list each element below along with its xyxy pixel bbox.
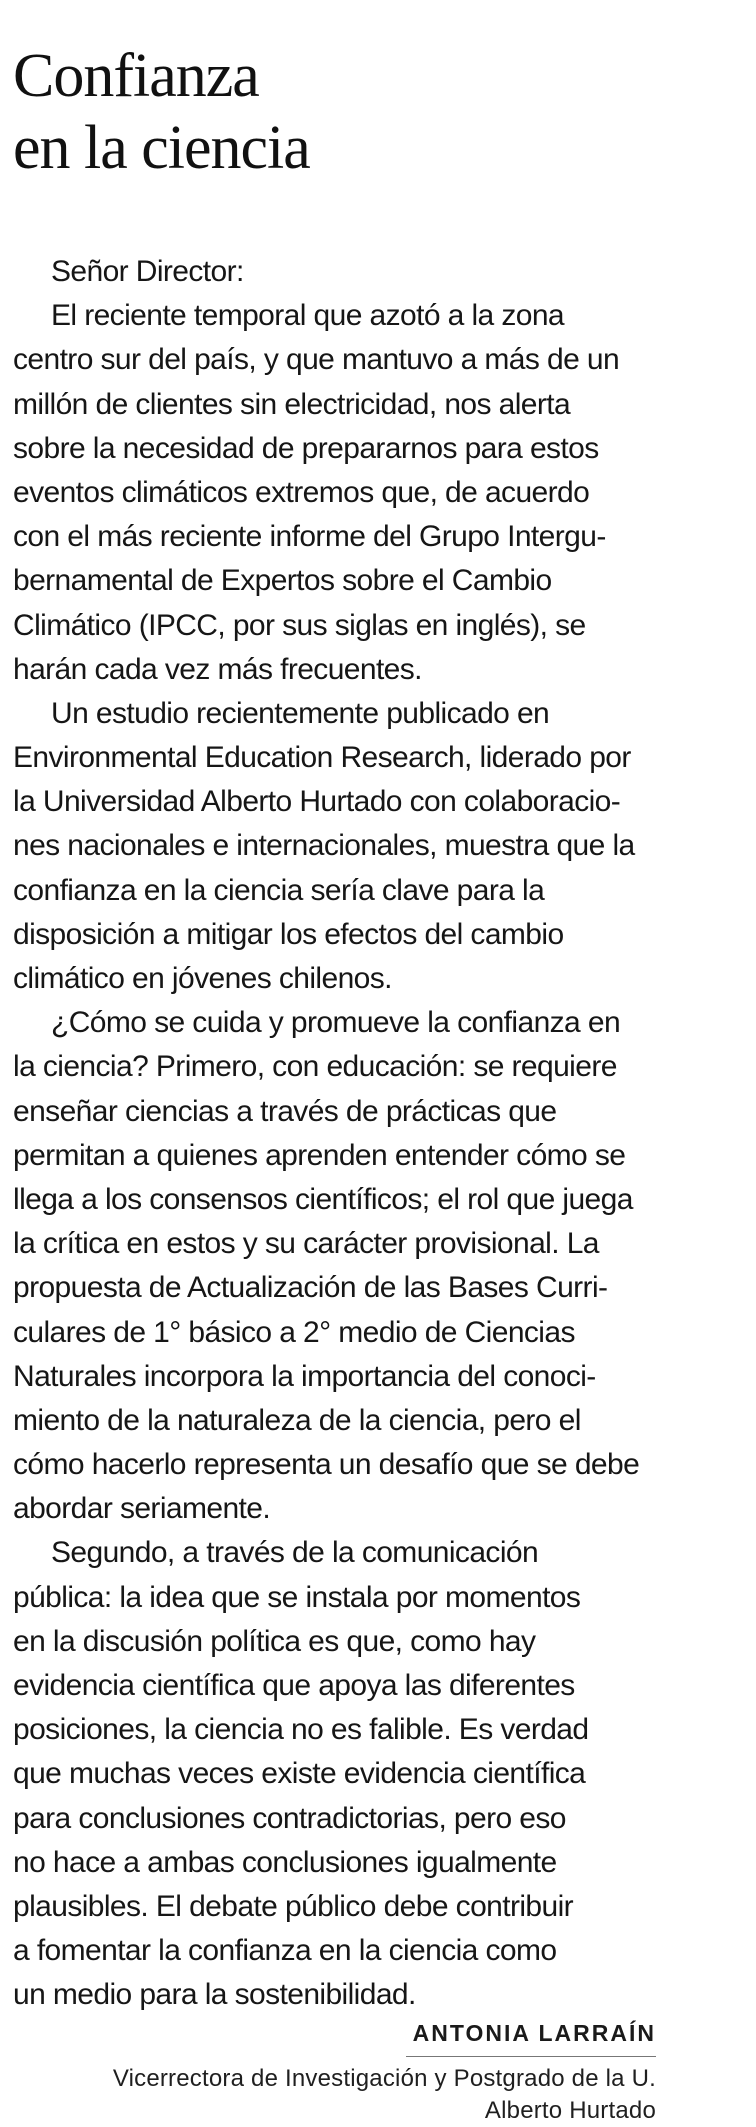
title-line: Confianza (13, 42, 259, 110)
body-text-line: evidencia científica que apoya las diferentes (13, 1669, 575, 1702)
body-text-line: sobre la necesidad de prepararnos para estos (13, 431, 599, 465)
body-text-line: para conclusiones contradictorias, pero eso (13, 1801, 566, 1835)
body-text-line: Un estudio recientemente publicado en (51, 696, 550, 730)
body-text-line: ¿Cómo se cuida y promueve la confianza en (51, 1006, 621, 1040)
body-text-line: culares de 1° básico a 2° medio de Ciencias (13, 1315, 575, 1349)
body-text-line: enseñar ciencias a través de prácticas que (13, 1094, 557, 1128)
body-text-line: bernamental de Expertos sobre el Cambio (13, 564, 552, 598)
body-text-line: millón de clientes sin electricidad, nos alerta (13, 387, 571, 421)
body-text-line: centro sur del país, y que mantuvo a más de un (13, 343, 620, 377)
body-text-line: Environmental Education Research, liderado por (13, 741, 631, 775)
signature-block (113, 2018, 656, 2127)
author-name: ANTONIA LARRAÍN (412, 2020, 656, 2046)
body-text-line: cómo hacerlo representa un desafío que se debe (13, 1448, 640, 1482)
body-text-line: en la discusión política es que, como hay (13, 1624, 536, 1658)
signature-divider (406, 2056, 656, 2057)
body-text-line: permitan a quienes aprenden entender cómo se (13, 1138, 626, 1172)
body-text-line: propuesta de Actualización de las Bases Curri- (13, 1271, 608, 1305)
body-text-line: eventos climáticos extremos que, de acuerdo (13, 475, 590, 509)
body-text-line: Climático (IPCC, por sus siglas en inglés), se (13, 608, 586, 642)
article-title (13, 40, 310, 184)
body-text-line: la ciencia? Primero, con educación: se requiere (13, 1050, 617, 1084)
title-line: en la ciencia (13, 114, 310, 182)
body-text-line: confianza en la ciencia sería clave para la (13, 873, 545, 907)
body-text-line: climático en jóvenes chilenos. (13, 962, 392, 995)
body-text-line: El reciente temporal que azotó a la zona (51, 299, 564, 333)
body-text-line: Señor Director: (51, 255, 244, 288)
body-text-line: harán cada vez más frecuentes. (13, 652, 422, 686)
body-text-line: que muchas veces existe evidencia científica (13, 1757, 586, 1791)
body-text-line: la Universidad Alberto Hurtado con colaboracio- (13, 785, 621, 819)
body-text-line: nes nacionales e internacionales, muestra que la (13, 829, 635, 863)
body-text-line: miento de la naturaleza de la ciencia, pero el (13, 1403, 581, 1437)
affiliation-line: Alberto Hurtado (484, 2097, 656, 2124)
body-text-line: plausibles. El debate público debe contribuir (13, 1889, 574, 1923)
article-body (13, 250, 653, 2018)
body-text-line: Naturales incorpora la importancia del conoci- (13, 1359, 596, 1393)
body-text-line: posiciones, la ciencia no es falible. Es verdad (13, 1713, 589, 1747)
author-affiliation (113, 2063, 656, 2127)
body-text-line: a fomentar la confianza en la ciencia como (13, 1934, 557, 1968)
body-text-line: un medio para la sostenibilidad. (13, 1978, 416, 2012)
body-text-line: la crítica en estos y su carácter provisional. La (13, 1227, 599, 1261)
affiliation-line: Vicerrectora de Investigación y Postgrado de la U. (112, 2065, 656, 2092)
body-text-line: Segundo, a través de la comunicación (51, 1536, 539, 1570)
body-text-line: abordar seriamente. (13, 1492, 271, 1526)
body-text-line: no hace a ambas conclusiones igualmente (13, 1845, 557, 1879)
body-text-line: llega a los consensos científicos; el rol que juega (13, 1182, 633, 1216)
body-text-line: pública: la idea que se instala por momentos (13, 1580, 581, 1614)
body-text-line: con el más reciente informe del Grupo Intergu- (13, 520, 606, 554)
body-text-line: disposición a mitigar los efectos del cambio (13, 917, 564, 951)
